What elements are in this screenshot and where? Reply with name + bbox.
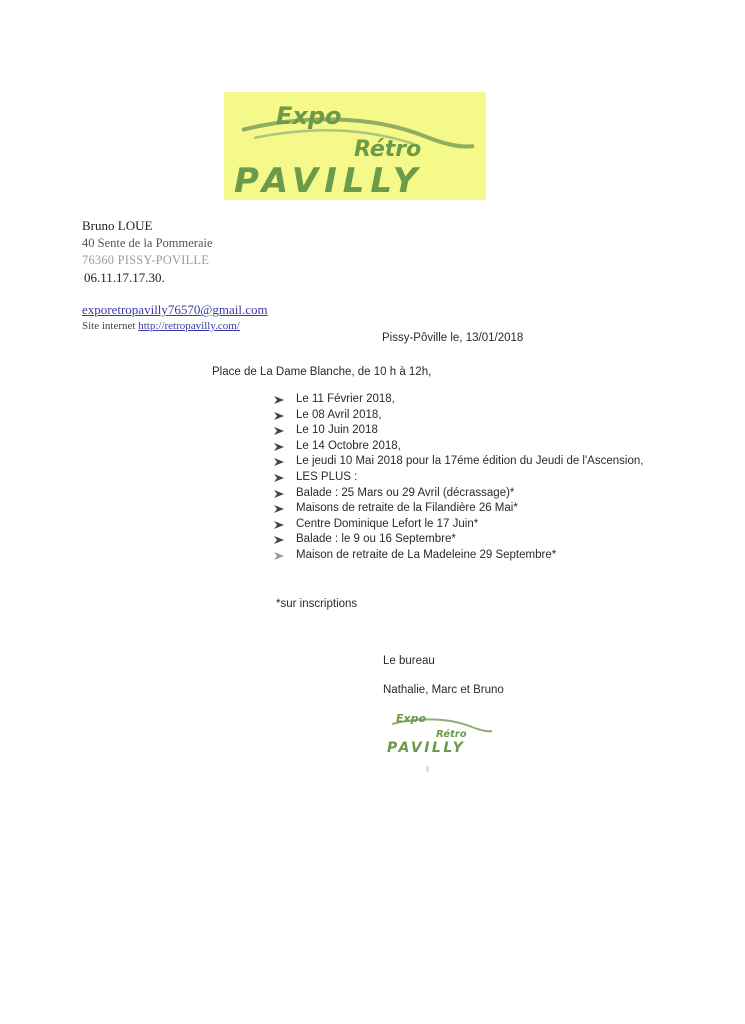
event-text: Le 14 Octobre 2018, bbox=[296, 439, 401, 452]
logo-expo-text: Expo bbox=[276, 102, 342, 130]
list-item bbox=[274, 392, 654, 408]
footer-logo bbox=[384, 708, 494, 758]
inscriptions-note: *sur inscriptions bbox=[276, 598, 358, 610]
sender-email-link[interactable]: exporetropavilly76570@gmail.com bbox=[82, 302, 268, 317]
sender-address-line2: 76360 PISSY-POVILLE bbox=[82, 253, 210, 267]
event-text: Le 08 Avril 2018, bbox=[296, 408, 382, 421]
sender-name: Bruno LOUE bbox=[82, 218, 153, 233]
sender-address-line1: 40 Sente de la Pommeraie bbox=[82, 236, 213, 250]
event-text: Le 11 Février 2018, bbox=[296, 393, 395, 405]
list-item bbox=[274, 423, 654, 439]
event-text: Centre Dominique Lefort le 17 Juin* bbox=[296, 517, 479, 530]
closing-signers: Nathalie, Marc et Bruno bbox=[383, 684, 504, 696]
list-item bbox=[274, 532, 654, 548]
sender-phone: 06.11.17.17.30. bbox=[84, 270, 165, 285]
site-label: Site internet bbox=[82, 320, 136, 332]
date-line: Pissy-Pôville le, 13/01/2018 bbox=[382, 332, 524, 344]
event-list bbox=[274, 392, 654, 564]
site-line bbox=[82, 320, 240, 332]
site-url-link[interactable]: http://retropavilly.com/ bbox=[138, 320, 240, 332]
event-text: Le jeudi 10 Mai 2018 pour la 17éme édition du Jeudi de l'Ascension, bbox=[296, 455, 644, 468]
logo-retro-text: Rétro bbox=[354, 137, 422, 162]
list-item bbox=[274, 501, 654, 517]
list-item bbox=[274, 486, 654, 502]
footer-logo-graphic bbox=[384, 708, 494, 758]
footer-logo-expo-text: Expo bbox=[396, 712, 427, 725]
footer-logo-retro-text: Rétro bbox=[436, 729, 467, 740]
list-item bbox=[274, 517, 654, 533]
closing-bureau: Le bureau bbox=[383, 655, 435, 667]
event-text: LES PLUS : bbox=[296, 470, 358, 483]
list-item bbox=[274, 548, 654, 564]
place-line: Place de La Dame Blanche, de 10 h à 12h, bbox=[212, 366, 432, 378]
scan-speck bbox=[426, 766, 429, 772]
event-text: Maisons de retraite de la Filandière 26 Mai* bbox=[296, 502, 518, 515]
event-text: Maison de retraite de La Madeleine 29 Septembre* bbox=[296, 548, 557, 561]
footer-logo-pavilly-text: PAVILLY bbox=[387, 740, 466, 756]
list-item bbox=[274, 454, 654, 470]
logo-pavilly-text: PAVILLY bbox=[234, 161, 424, 200]
header-logo bbox=[224, 92, 486, 200]
event-text: Le 10 Juin 2018 bbox=[296, 424, 378, 437]
list-item bbox=[274, 470, 654, 486]
list-item bbox=[274, 439, 654, 455]
logo-graphic bbox=[224, 92, 486, 200]
event-text: Balade : 25 Mars ou 29 Avril (décrassage)* bbox=[296, 486, 515, 499]
list-item bbox=[274, 408, 654, 424]
event-text: Balade : le 9 ou 16 Septembre* bbox=[296, 533, 456, 546]
